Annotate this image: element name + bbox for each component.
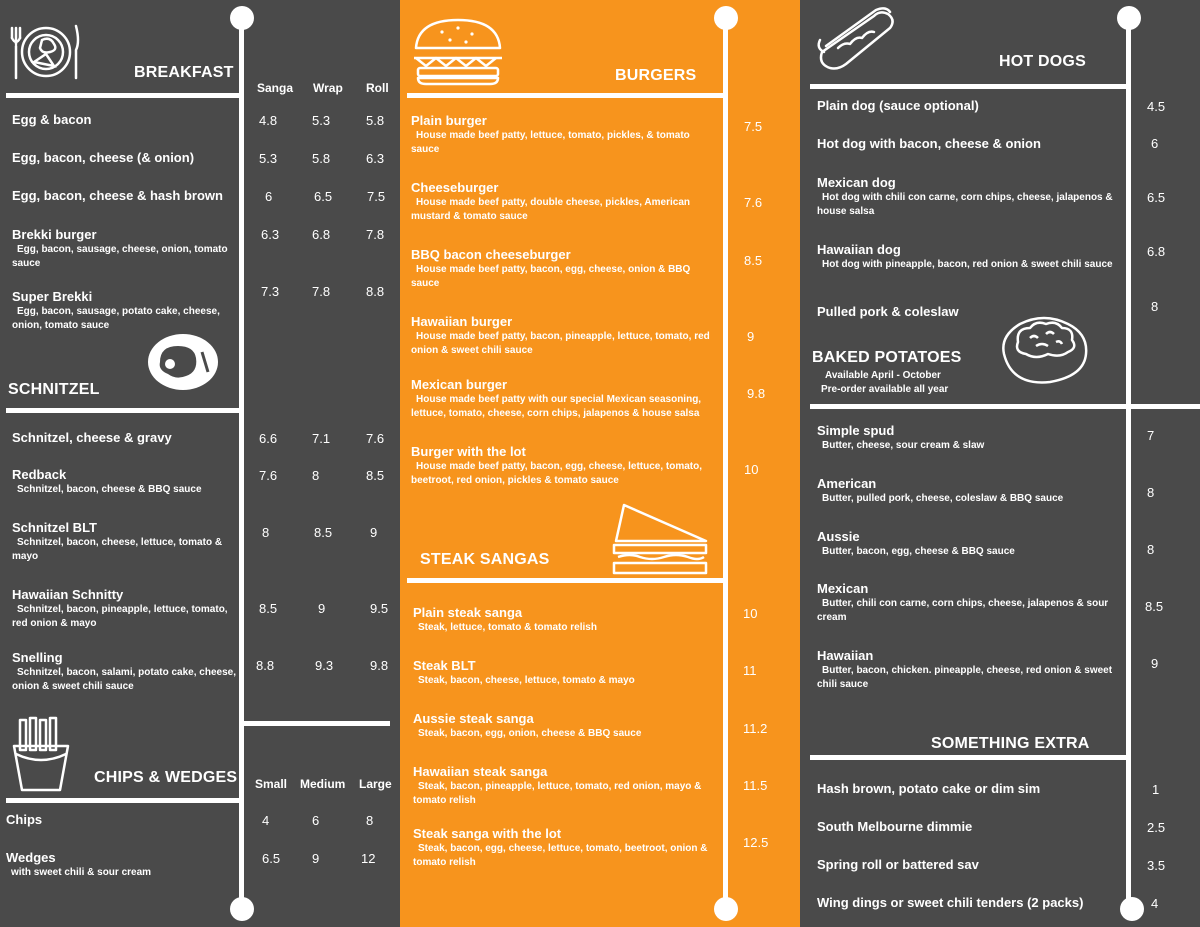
potatoes-title: BAKED POTATOES [812, 349, 962, 366]
price-roll: 8.5 [366, 468, 385, 483]
divider-dot-top [230, 6, 254, 30]
price: 9 [1151, 656, 1159, 671]
menu-item: Cheeseburger House made beef patty, double cheese, pickles, American mustard & tomato sauce [411, 180, 690, 222]
menu-item: Hawaiian burger House made beef patty, bacon, pineapple, lettuce, tomato, red onion & sweet chili sauce [411, 314, 710, 356]
price-roll: 8.8 [366, 284, 385, 299]
menu-item: Hawaiian steak sanga Steak, bacon, pineapple, lettuce, tomato, red onion, mayo & tomato relish [413, 764, 702, 806]
menu-item: Plain dog (sauce optional) [817, 98, 979, 113]
price-sanga: 7.3 [261, 284, 280, 299]
divider-dot-bottom [714, 897, 738, 921]
menu-item: Mexican dog Hot dog with chili con carne, corn chips, cheese, jalapenos & house salsa [817, 175, 1113, 217]
breakfast-title: BREAKFAST [134, 64, 234, 81]
price-large: 8 [366, 813, 374, 828]
chips-underline [6, 798, 240, 803]
price: 8 [1147, 485, 1155, 500]
price: 4 [1151, 896, 1159, 911]
divider-vertical [1126, 18, 1131, 908]
price-sanga: 6.3 [261, 227, 280, 242]
price: 8 [1151, 299, 1159, 314]
col-head-wrap: Wrap [313, 81, 343, 95]
price: 10 [744, 462, 759, 477]
chips-icon [12, 716, 70, 792]
menu-item: Chips [6, 812, 43, 827]
hotdogs-title: HOT DOGS [999, 53, 1086, 70]
price-sanga: 8.8 [256, 658, 275, 673]
menu-item: Burger with the lot House made beef patty, bacon, egg, cheese, lettuce, tomato, beetroot, red onion, pickles & tomato sauce [411, 444, 702, 486]
price: 10 [743, 606, 758, 621]
price-sanga: 8 [262, 525, 270, 540]
price-wrap: 6.8 [312, 227, 331, 242]
price: 12.5 [743, 835, 769, 850]
price-large: 12 [361, 851, 376, 866]
price-wrap: 5.8 [312, 151, 331, 166]
menu-item: Simple spud Butter, cheese, sour cream & slaw [817, 423, 985, 451]
price: 8.5 [1145, 599, 1164, 614]
schnitzel-title: SCHNITZEL [8, 381, 100, 398]
menu-item: Wedges with sweet chili & sour cream [6, 850, 152, 878]
divider-dot-top [1117, 6, 1141, 30]
divider-vertical [723, 18, 728, 908]
menu-item: Redback Schnitzel, bacon, cheese & BBQ sauce [12, 467, 202, 495]
menu-item: Snelling Schnitzel, bacon, salami, potato cake, cheese, onion & sweet chili sauce [12, 650, 236, 692]
price-small: 4 [262, 813, 270, 828]
hotdogs-underline [810, 84, 1128, 89]
price-wrap: 5.3 [312, 113, 331, 128]
price: 6 [1151, 136, 1159, 151]
right-panel [800, 0, 1200, 927]
menu-item: South Melbourne dimmie [817, 819, 973, 834]
menu-item: Schnitzel, cheese & gravy [12, 430, 172, 445]
potatoes-underline [810, 404, 1200, 409]
divider-dot-bottom [230, 897, 254, 921]
menu-item: Hawaiian dog Hot dog with pineapple, bacon, red onion & sweet chili sauce [817, 242, 1113, 270]
menu-item: Mexican burger House made beef patty with our special Mexican seasoning, lettuce, tomato, cheese, corn chips, jalapenos & house salsa [411, 377, 702, 419]
menu-item: Spring roll or battered sav [817, 857, 979, 872]
price: 9.8 [747, 386, 766, 401]
price-roll: 5.8 [366, 113, 385, 128]
price: 3.5 [1147, 858, 1166, 873]
price-medium: 6 [312, 813, 320, 828]
baked-potato-icon [1000, 314, 1090, 386]
steak-title: STEAK SANGAS [420, 551, 550, 568]
price-roll: 9.8 [370, 658, 389, 673]
menu-item: Steak sanga with the lot Steak, bacon, egg, cheese, lettuce, tomato, beetroot, onion & tomato relish [413, 826, 708, 868]
menu-item: Schnitzel BLT Schnitzel, bacon, cheese, lettuce, tomato & mayo [12, 520, 223, 562]
hot-dog-icon [816, 6, 898, 72]
price-sanga: 6.6 [259, 431, 278, 446]
price: 4.5 [1147, 99, 1166, 114]
price-wrap: 7.8 [312, 284, 331, 299]
price-roll: 9.5 [370, 601, 389, 616]
menu-item: Egg, bacon, cheese & hash brown [12, 188, 223, 203]
potatoes-availability: Available April - October [825, 370, 941, 381]
menu-item: Egg, bacon, cheese (& onion) [12, 150, 195, 165]
potatoes-preorder: Pre-order available all year [821, 384, 949, 395]
price: 6.5 [1147, 190, 1166, 205]
burgers-underline [407, 93, 723, 98]
price-small: 6.5 [262, 851, 281, 866]
chips-title: CHIPS & WEDGES [94, 769, 238, 786]
table-divider [244, 721, 390, 726]
price: 2.5 [1147, 820, 1166, 835]
price: 8.5 [744, 253, 763, 268]
divider-dot-top [714, 6, 738, 30]
price-medium: 9 [312, 851, 320, 866]
price: 1 [1152, 782, 1160, 797]
price: 11 [743, 663, 757, 678]
price-roll: 6.3 [366, 151, 385, 166]
menu-item: Hot dog with bacon, cheese & onion [817, 136, 1041, 151]
divider-vertical [239, 18, 244, 908]
steak-plate-icon [146, 332, 220, 392]
menu-item: Aussie Butter, bacon, egg, cheese & BBQ sauce [817, 529, 1015, 557]
burger-icon [412, 18, 504, 86]
col-head-small: Small [255, 777, 288, 791]
extra-title: SOMETHING EXTRA [931, 735, 1090, 752]
col-head-roll: Roll [366, 81, 389, 95]
price-roll: 9 [370, 525, 378, 540]
price-sanga: 8.5 [259, 601, 278, 616]
price-sanga: 4.8 [259, 113, 278, 128]
col-head-medium: Medium [300, 777, 346, 791]
menu-item: BBQ bacon cheeseburger House made beef patty, bacon, egg, cheese, onion & BBQ sauce [411, 247, 691, 289]
price: 9 [747, 329, 755, 344]
menu-item: Hash brown, potato cake or dim sim [817, 781, 1041, 796]
left-panel [0, 0, 400, 927]
price: 7 [1147, 428, 1155, 443]
price: 7.5 [744, 119, 763, 134]
price-wrap: 8.5 [314, 525, 333, 540]
menu-item: Egg & bacon [12, 112, 92, 127]
menu-item: Hawaiian Schnitty Schnitzel, bacon, pineapple, lettuce, tomato, red onion & mayo [12, 587, 228, 629]
steak-underline [407, 578, 723, 583]
extra-underline [810, 755, 1128, 760]
sandwich-icon [610, 503, 710, 575]
middle-panel [400, 0, 800, 927]
price-wrap: 9 [318, 601, 326, 616]
price-wrap: 7.1 [312, 431, 331, 446]
divider-dot-bottom [1120, 897, 1144, 921]
menu-item: Hawaiian Butter, bacon, chicken. pineapple, cheese, red onion & sweet chili sauce [817, 648, 1113, 690]
price: 11.5 [743, 778, 768, 793]
menu-item: Plain steak sanga Steak, lettuce, tomato & tomato relish [413, 605, 597, 633]
price: 11.2 [743, 721, 768, 736]
price: 8 [1147, 542, 1155, 557]
price: 7.6 [744, 195, 763, 210]
menu-item: American Butter, pulled pork, cheese, coleslaw & BBQ sauce [817, 476, 1064, 504]
menu-item: Wing dings or sweet chili tenders (2 packs) [817, 895, 1084, 910]
menu-item: Mexican Butter, chili con carne, corn chips, cheese, jalapenos & sour cream [817, 581, 1109, 623]
schnitzel-underline [6, 408, 240, 413]
price-wrap: 8 [312, 468, 320, 483]
price-roll: 7.8 [366, 227, 385, 242]
menu-item: Aussie steak sanga Steak, bacon, egg, onion, cheese & BBQ sauce [413, 711, 642, 739]
col-head-large: Large [359, 777, 392, 791]
price-sanga: 7.6 [259, 468, 278, 483]
breakfast-underline [6, 93, 240, 98]
price: 6.8 [1147, 244, 1166, 259]
breakfast-plate-icon [10, 18, 82, 84]
menu-item: Pulled pork & coleslaw [817, 304, 959, 319]
price-sanga: 5.3 [259, 151, 278, 166]
menu-item: Brekki burger Egg, bacon, sausage, cheese, onion, tomato sauce [12, 227, 228, 269]
price-wrap: 9.3 [315, 658, 334, 673]
price-roll: 7.6 [366, 431, 385, 446]
burgers-title: BURGERS [615, 67, 697, 84]
price-wrap: 6.5 [314, 189, 333, 204]
menu-item: Plain burger House made beef patty, lettuce, tomato, pickles, & tomato sauce [411, 113, 690, 155]
menu-item: Super Brekki Egg, bacon, sausage, potato cake, cheese, onion, tomato sauce [12, 289, 220, 331]
menu-item: Steak BLT Steak, bacon, cheese, lettuce, tomato & mayo [413, 658, 635, 686]
price-roll: 7.5 [367, 189, 386, 204]
price-sanga: 6 [265, 189, 273, 204]
col-head-sanga: Sanga [257, 81, 294, 95]
